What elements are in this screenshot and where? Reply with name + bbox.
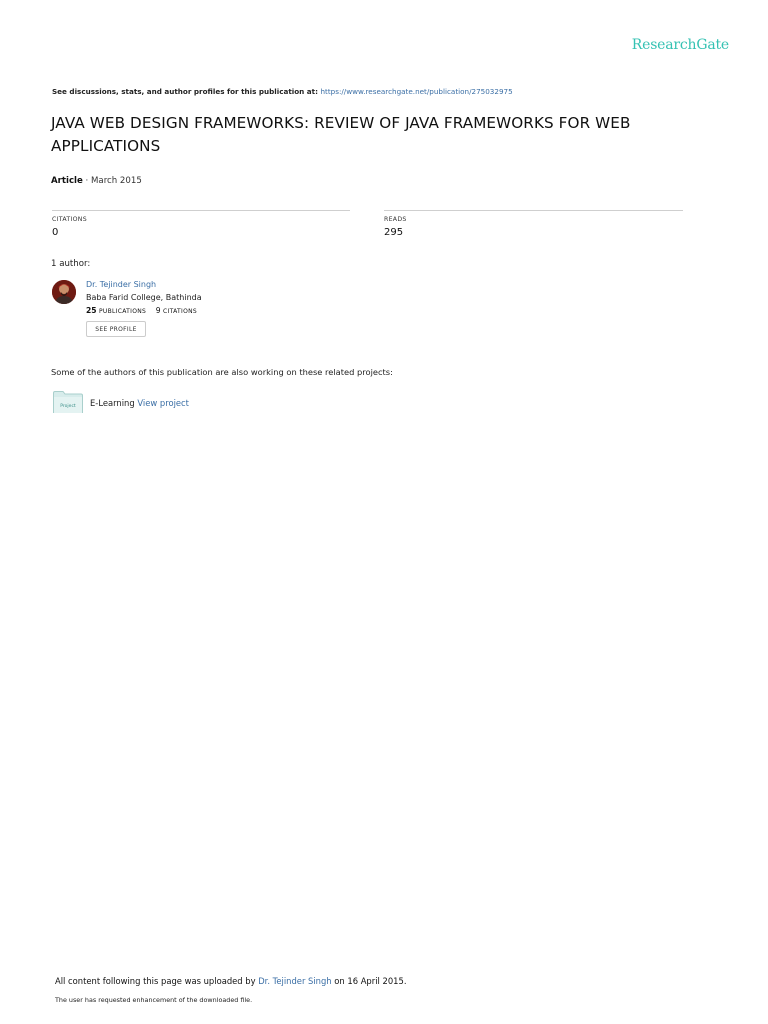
project-entry <box>90 398 189 408</box>
upload-prefix: All content following this page was uploaded by <box>55 976 259 986</box>
publication-url-link[interactable]: https://www.researchgate.net/publication/275032975 <box>320 87 513 96</box>
author-citations-count: 9 <box>155 306 161 315</box>
citations-label: CITATIONS <box>52 216 87 223</box>
author-citations-label: CITATIONS <box>163 308 197 315</box>
researchgate-logo[interactable]: ResearchGate <box>631 37 729 53</box>
publication-date: · March 2015 <box>82 176 142 186</box>
upload-date: on 16 April 2015. <box>331 976 407 986</box>
author-name-link[interactable]: Dr. Tejinder Singh <box>86 280 157 289</box>
publication-type: Article <box>51 176 83 186</box>
citations-value: 0 <box>52 227 59 238</box>
source-intro-text: See discussions, stats, and author profiles for this publication at: <box>52 87 321 96</box>
author-stats <box>86 306 197 315</box>
project-folder-label: Project <box>60 404 76 409</box>
related-projects-heading: Some of the authors of this publication are also working on these related projects: <box>51 367 393 377</box>
publications-count: 25 <box>86 306 97 315</box>
publications-label: PUBLICATIONS <box>99 308 147 315</box>
authors-count: 1 author: <box>51 259 91 269</box>
article-meta <box>51 176 142 186</box>
reads-value: 295 <box>384 227 404 238</box>
uploader-link[interactable]: Dr. Tejinder Singh <box>258 976 332 986</box>
enhancement-note: The user has requested enhancement of the downloaded file. <box>55 996 253 1004</box>
author-institution: Baba Farid College, Bathinda <box>86 293 202 302</box>
view-project-link[interactable]: View project <box>137 398 189 408</box>
upload-notice <box>55 976 406 986</box>
reads-divider <box>384 210 683 211</box>
see-profile-button[interactable]: SEE PROFILE <box>86 321 146 337</box>
citations-divider <box>52 210 350 211</box>
project-name: E-Learning <box>90 398 135 408</box>
author-avatar[interactable] <box>52 280 76 304</box>
avatar-image <box>52 280 76 304</box>
publication-title: JAVA WEB DESIGN FRAMEWORKS: REVIEW OF JAVA FRAMEWORKS FOR WEB APPLICATIONS <box>51 114 631 155</box>
publication-source-line <box>52 87 513 96</box>
project-folder-icon <box>53 391 83 413</box>
reads-label: READS <box>384 216 407 223</box>
